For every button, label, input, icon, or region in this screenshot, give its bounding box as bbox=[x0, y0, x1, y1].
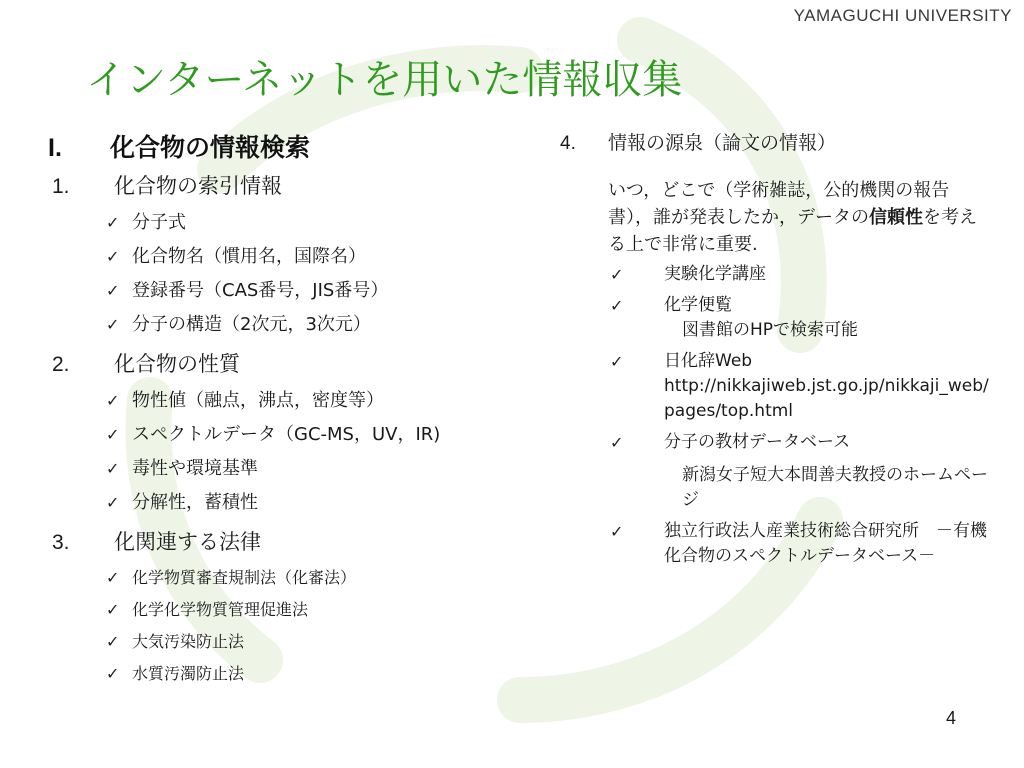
section-label: 化合物の情報検索 bbox=[110, 133, 311, 162]
bullet-list bbox=[48, 384, 548, 520]
subsection-number: 2. bbox=[52, 353, 70, 376]
check-icon: ✓ bbox=[106, 568, 120, 587]
subsection-number: 1. bbox=[52, 175, 70, 198]
source-item-title: 日化辞Web bbox=[664, 351, 753, 371]
subsection-heading bbox=[48, 526, 548, 556]
paragraph-text: いつ，どこで（学術雑誌，公的機関の報告書），誰が発表したか，データの bbox=[608, 180, 950, 228]
check-icon: ✓ bbox=[106, 247, 120, 266]
source-item-note: 新潟女子短大本間善夫教授のホームページ bbox=[682, 465, 988, 510]
subsection-label: 化合物の索引情報 bbox=[114, 174, 282, 198]
source-number: 4. bbox=[560, 133, 576, 154]
source-item-title: 化学便覧 bbox=[664, 295, 732, 315]
list-item-text: 分子の構造（2次元，3次元） bbox=[132, 314, 371, 335]
list-item bbox=[106, 206, 548, 240]
list-item bbox=[106, 240, 548, 274]
check-icon: ✓ bbox=[106, 664, 120, 683]
list-item bbox=[106, 626, 548, 658]
list-item bbox=[106, 452, 548, 486]
check-icon: ✓ bbox=[610, 296, 624, 315]
source-heading bbox=[560, 128, 990, 155]
check-icon: ✓ bbox=[610, 352, 624, 371]
section-number: I. bbox=[48, 134, 62, 162]
list-item-text: 物性値（融点，沸点，密度等） bbox=[132, 390, 384, 411]
university-brand: YAMAGUCHI UNIVERSITY bbox=[793, 6, 1012, 25]
page-number: 4 bbox=[946, 708, 957, 728]
list-item-text: 化合物名（慣用名，国際名） bbox=[132, 246, 366, 267]
list-item-text: 分子式 bbox=[132, 212, 186, 233]
source-item bbox=[606, 349, 990, 424]
source-label: 情報の源泉（論文の情報） bbox=[608, 132, 837, 154]
right-column bbox=[560, 128, 990, 575]
list-item-text: 化学物質審査規制法（化審法） bbox=[132, 568, 357, 587]
list-item bbox=[106, 486, 548, 520]
check-icon: ✓ bbox=[106, 315, 120, 334]
source-item-title: 独立行政法人産業技術総合研究所 －有機化合物のスペクトルデータベース－ bbox=[664, 521, 987, 566]
check-icon: ✓ bbox=[106, 425, 120, 444]
list-item-text: 登録番号（CAS番号，JIS番号） bbox=[132, 280, 389, 301]
list-item bbox=[106, 418, 548, 452]
source-list bbox=[560, 262, 990, 569]
list-item-text: 水質汚濁防止法 bbox=[132, 664, 245, 683]
list-item bbox=[106, 308, 548, 342]
list-item bbox=[106, 274, 548, 308]
source-link[interactable]: http://nikkajiweb.jst.go.jp/nikkaji_web/pages/top.html bbox=[664, 376, 989, 421]
check-icon: ✓ bbox=[106, 493, 120, 512]
check-icon: ✓ bbox=[106, 459, 120, 478]
source-item-title: 実験化学講座 bbox=[664, 264, 766, 284]
list-item-text: スペクトルデータ（GC-MS，UV，IR) bbox=[132, 424, 441, 445]
source-item-title: 分子の教材データベース bbox=[664, 432, 851, 452]
source-item bbox=[606, 430, 990, 513]
check-icon: ✓ bbox=[106, 281, 120, 300]
check-icon: ✓ bbox=[610, 433, 624, 452]
check-icon: ✓ bbox=[106, 213, 120, 232]
subsection-number: 3. bbox=[52, 531, 70, 554]
list-item-text: 化学化学物質管理促進法 bbox=[132, 600, 309, 619]
reliability-paragraph bbox=[560, 177, 988, 258]
source-item-note: 図書館のHPで検索可能 bbox=[682, 320, 859, 340]
list-item bbox=[106, 658, 548, 690]
check-icon: ✓ bbox=[106, 632, 120, 651]
bullet-list bbox=[48, 206, 548, 342]
check-icon: ✓ bbox=[610, 265, 624, 284]
list-item-text: 毒性や環境基準 bbox=[132, 458, 258, 479]
check-icon: ✓ bbox=[106, 391, 120, 410]
paragraph-text: を考える上で非常に重要. bbox=[608, 207, 977, 255]
list-item bbox=[106, 384, 548, 418]
subsection-label: 化合物の性質 bbox=[114, 352, 240, 376]
subsection-heading bbox=[48, 170, 548, 200]
bullet-list bbox=[48, 562, 548, 690]
list-item-text: 分解性，蓄積性 bbox=[132, 492, 258, 513]
source-item bbox=[606, 293, 990, 343]
check-icon: ✓ bbox=[610, 522, 624, 541]
check-icon: ✓ bbox=[106, 600, 120, 619]
list-item bbox=[106, 562, 548, 594]
source-item bbox=[606, 262, 990, 287]
subsection-label: 化関連する法律 bbox=[114, 530, 261, 554]
source-item bbox=[606, 519, 990, 569]
subsection-heading bbox=[48, 348, 548, 378]
page-title: インターネットを用いた情報収集 bbox=[86, 57, 683, 103]
section-heading bbox=[48, 128, 548, 164]
list-item-text: 大気汚染防止法 bbox=[132, 632, 245, 651]
list-item bbox=[106, 594, 548, 626]
emphasis-text: 信頼性 bbox=[869, 207, 923, 228]
left-column bbox=[48, 128, 548, 696]
